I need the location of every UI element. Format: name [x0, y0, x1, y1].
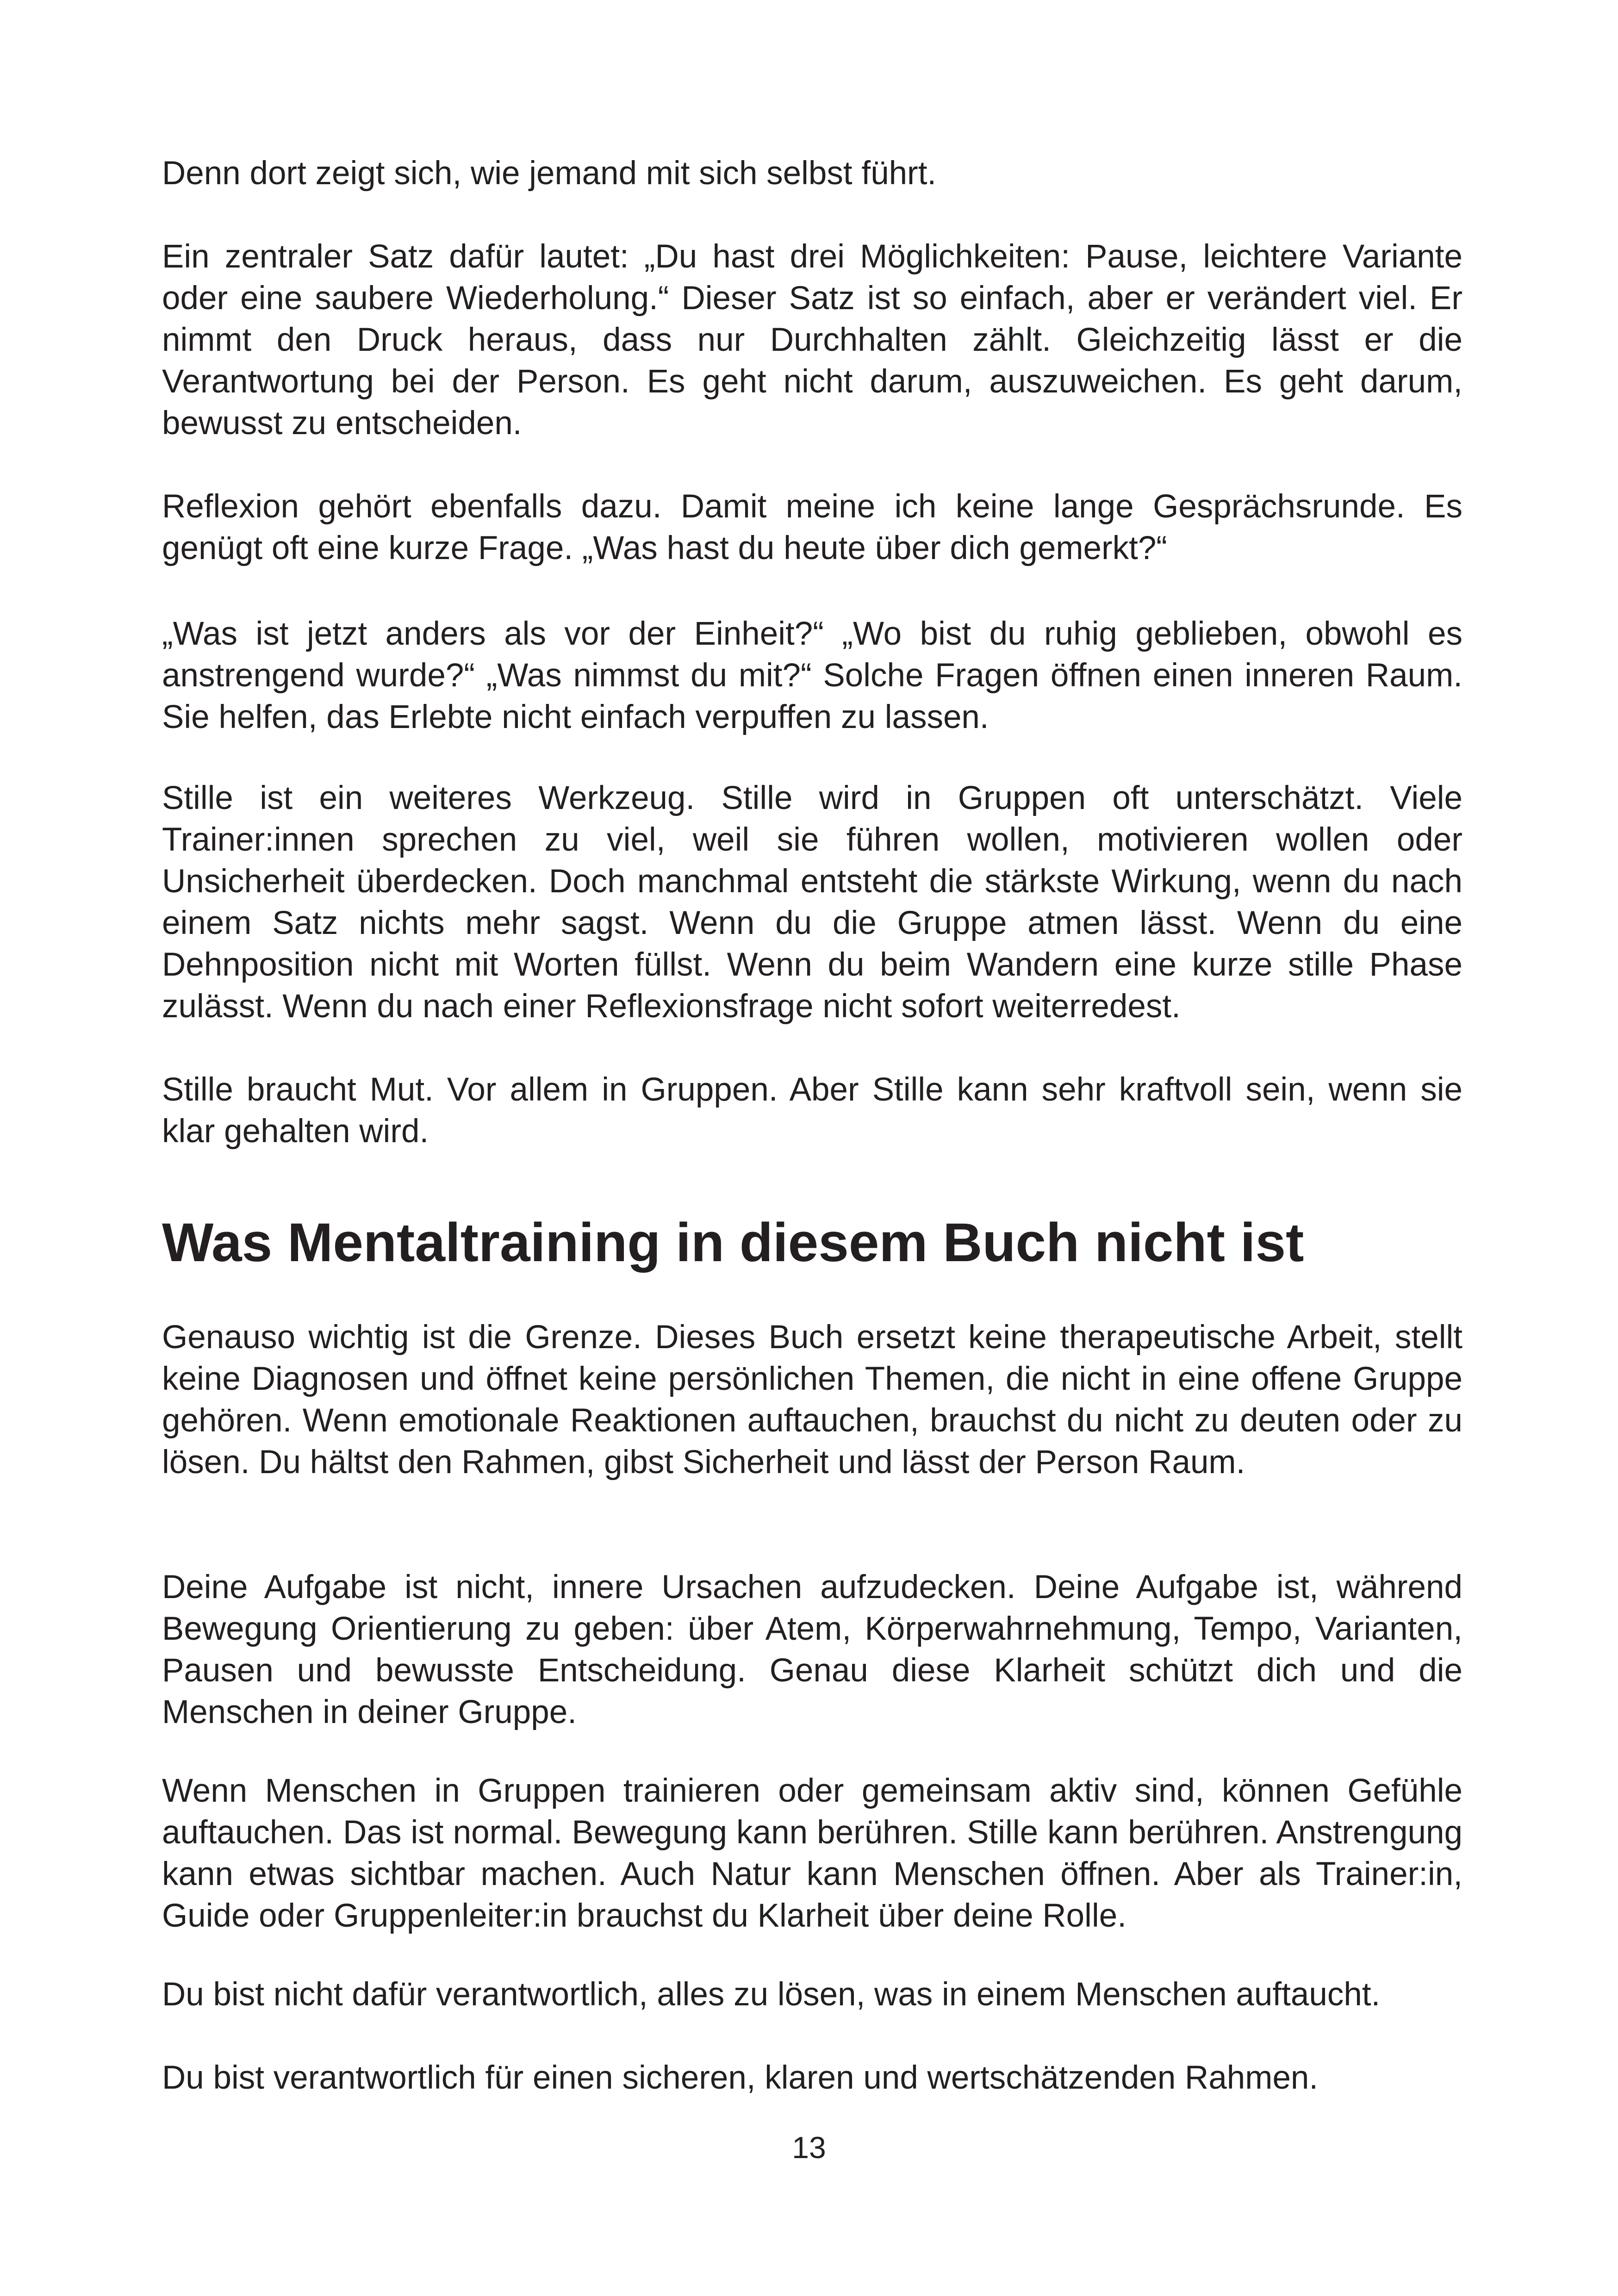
paragraph-4: „Was ist jetzt anders als vor der Einheit?“ „Wo bist du ruhig geblieben, obwohl es anstrengend wurde?“ „Was nimmst du mit?“ Solche Fragen öffnen einen inneren Raum. Sie helfen, das Erlebte nicht einfach verpuffen zu lassen.	[162, 616, 1462, 735]
section-heading: Was Mentaltraining in diesem Buch nicht ist	[162, 1212, 1304, 1273]
paragraph-7: Genauso wichtig ist die Grenze. Dieses Buch ersetzt keine therapeutische Arbeit, stellt keine Diagnosen und öffnet keine persönlichen Themen, die nicht in eine offene Gruppe gehören. Wenn emotionale Reaktionen auftauchen, brauchst du nicht zu deuten oder zu lösen. Du hältst den Rahmen, gibst Sicherheit und lässt der Person Raum.	[162, 1319, 1462, 1481]
paragraph-10: Du bist nicht dafür verantwortlich, alles zu lösen, was in einem Menschen auftaucht.	[162, 1976, 1381, 2013]
paragraph-9: Wenn Menschen in Gruppen trainieren oder gemeinsam aktiv sind, können Gefühle auftauchen. Das ist normal. Bewegung kann berühren. Stille kann berühren. Anstrengung kann etwas sichtbar machen. Auch Natur kann Menschen öffnen. Aber als Trainer:in, Guide oder Gruppenleiter:in brauchst du Klarheit über deine Rolle.	[162, 1773, 1462, 1934]
paragraph-3: Reflexion gehört ebenfalls dazu. Damit meine ich keine lange Gesprächsrunde. Es genügt oft eine kurze Frage. „Was hast du heute über dich gemerkt?“	[162, 488, 1462, 566]
paragraph-1: Denn dort zeigt sich, wie jemand mit sich selbst führt.	[162, 155, 937, 192]
paragraph-11: Du bist verantwortlich für einen sicheren, klaren und wertschätzenden Rahmen.	[162, 2060, 1319, 2096]
paragraph-2: Ein zentraler Satz dafür lautet: „Du hast drei Möglichkeiten: Pause, leichtere Variante oder eine saubere Wiederholung.“ Dieser Satz ist so einfach, aber er verändert viel. Er nimmt den Druck heraus, dass nur Durchhalten zählt. Gleichzeitig lässt er die Verantwortung bei der Person. Es geht nicht darum, auszuweichen. Es geht darum, bewusst zu entscheiden.	[162, 238, 1462, 442]
paragraph-6: Stille braucht Mut. Vor allem in Gruppen. Aber Stille kann sehr kraftvoll sein, wenn sie klar gehalten wird.	[162, 1071, 1462, 1150]
paragraph-5: Stille ist ein weiteres Werkzeug. Stille wird in Gruppen oft unterschätzt. Viele Trainer:innen sprechen zu viel, weil sie führen wollen, motivieren wollen oder Unsicherheit überdecken. Doch manchmal entsteht die stärkste Wirkung, wenn du nach einem Satz nichts mehr sagst. Wenn du die Gruppe atmen lässt. Wenn du eine Dehnposition nicht mit Worten füllst. Wenn du beim Wandern eine kurze stille Phase zulässt. Wenn du nach einer Reflexionsfrage nicht sofort weiterredest.	[162, 780, 1462, 1025]
page-number: 13	[792, 2130, 826, 2165]
paragraph-8: Deine Aufgabe ist nicht, innere Ursachen aufzudecken. Deine Aufgabe ist, während Bewegung Orientierung zu geben: über Atem, Körperwahrnehmung, Tempo, Varianten, Pausen und bewusste Entscheidung. Genau diese Klarheit schützt dich und die Menschen in deiner Gruppe.	[162, 1569, 1462, 1730]
